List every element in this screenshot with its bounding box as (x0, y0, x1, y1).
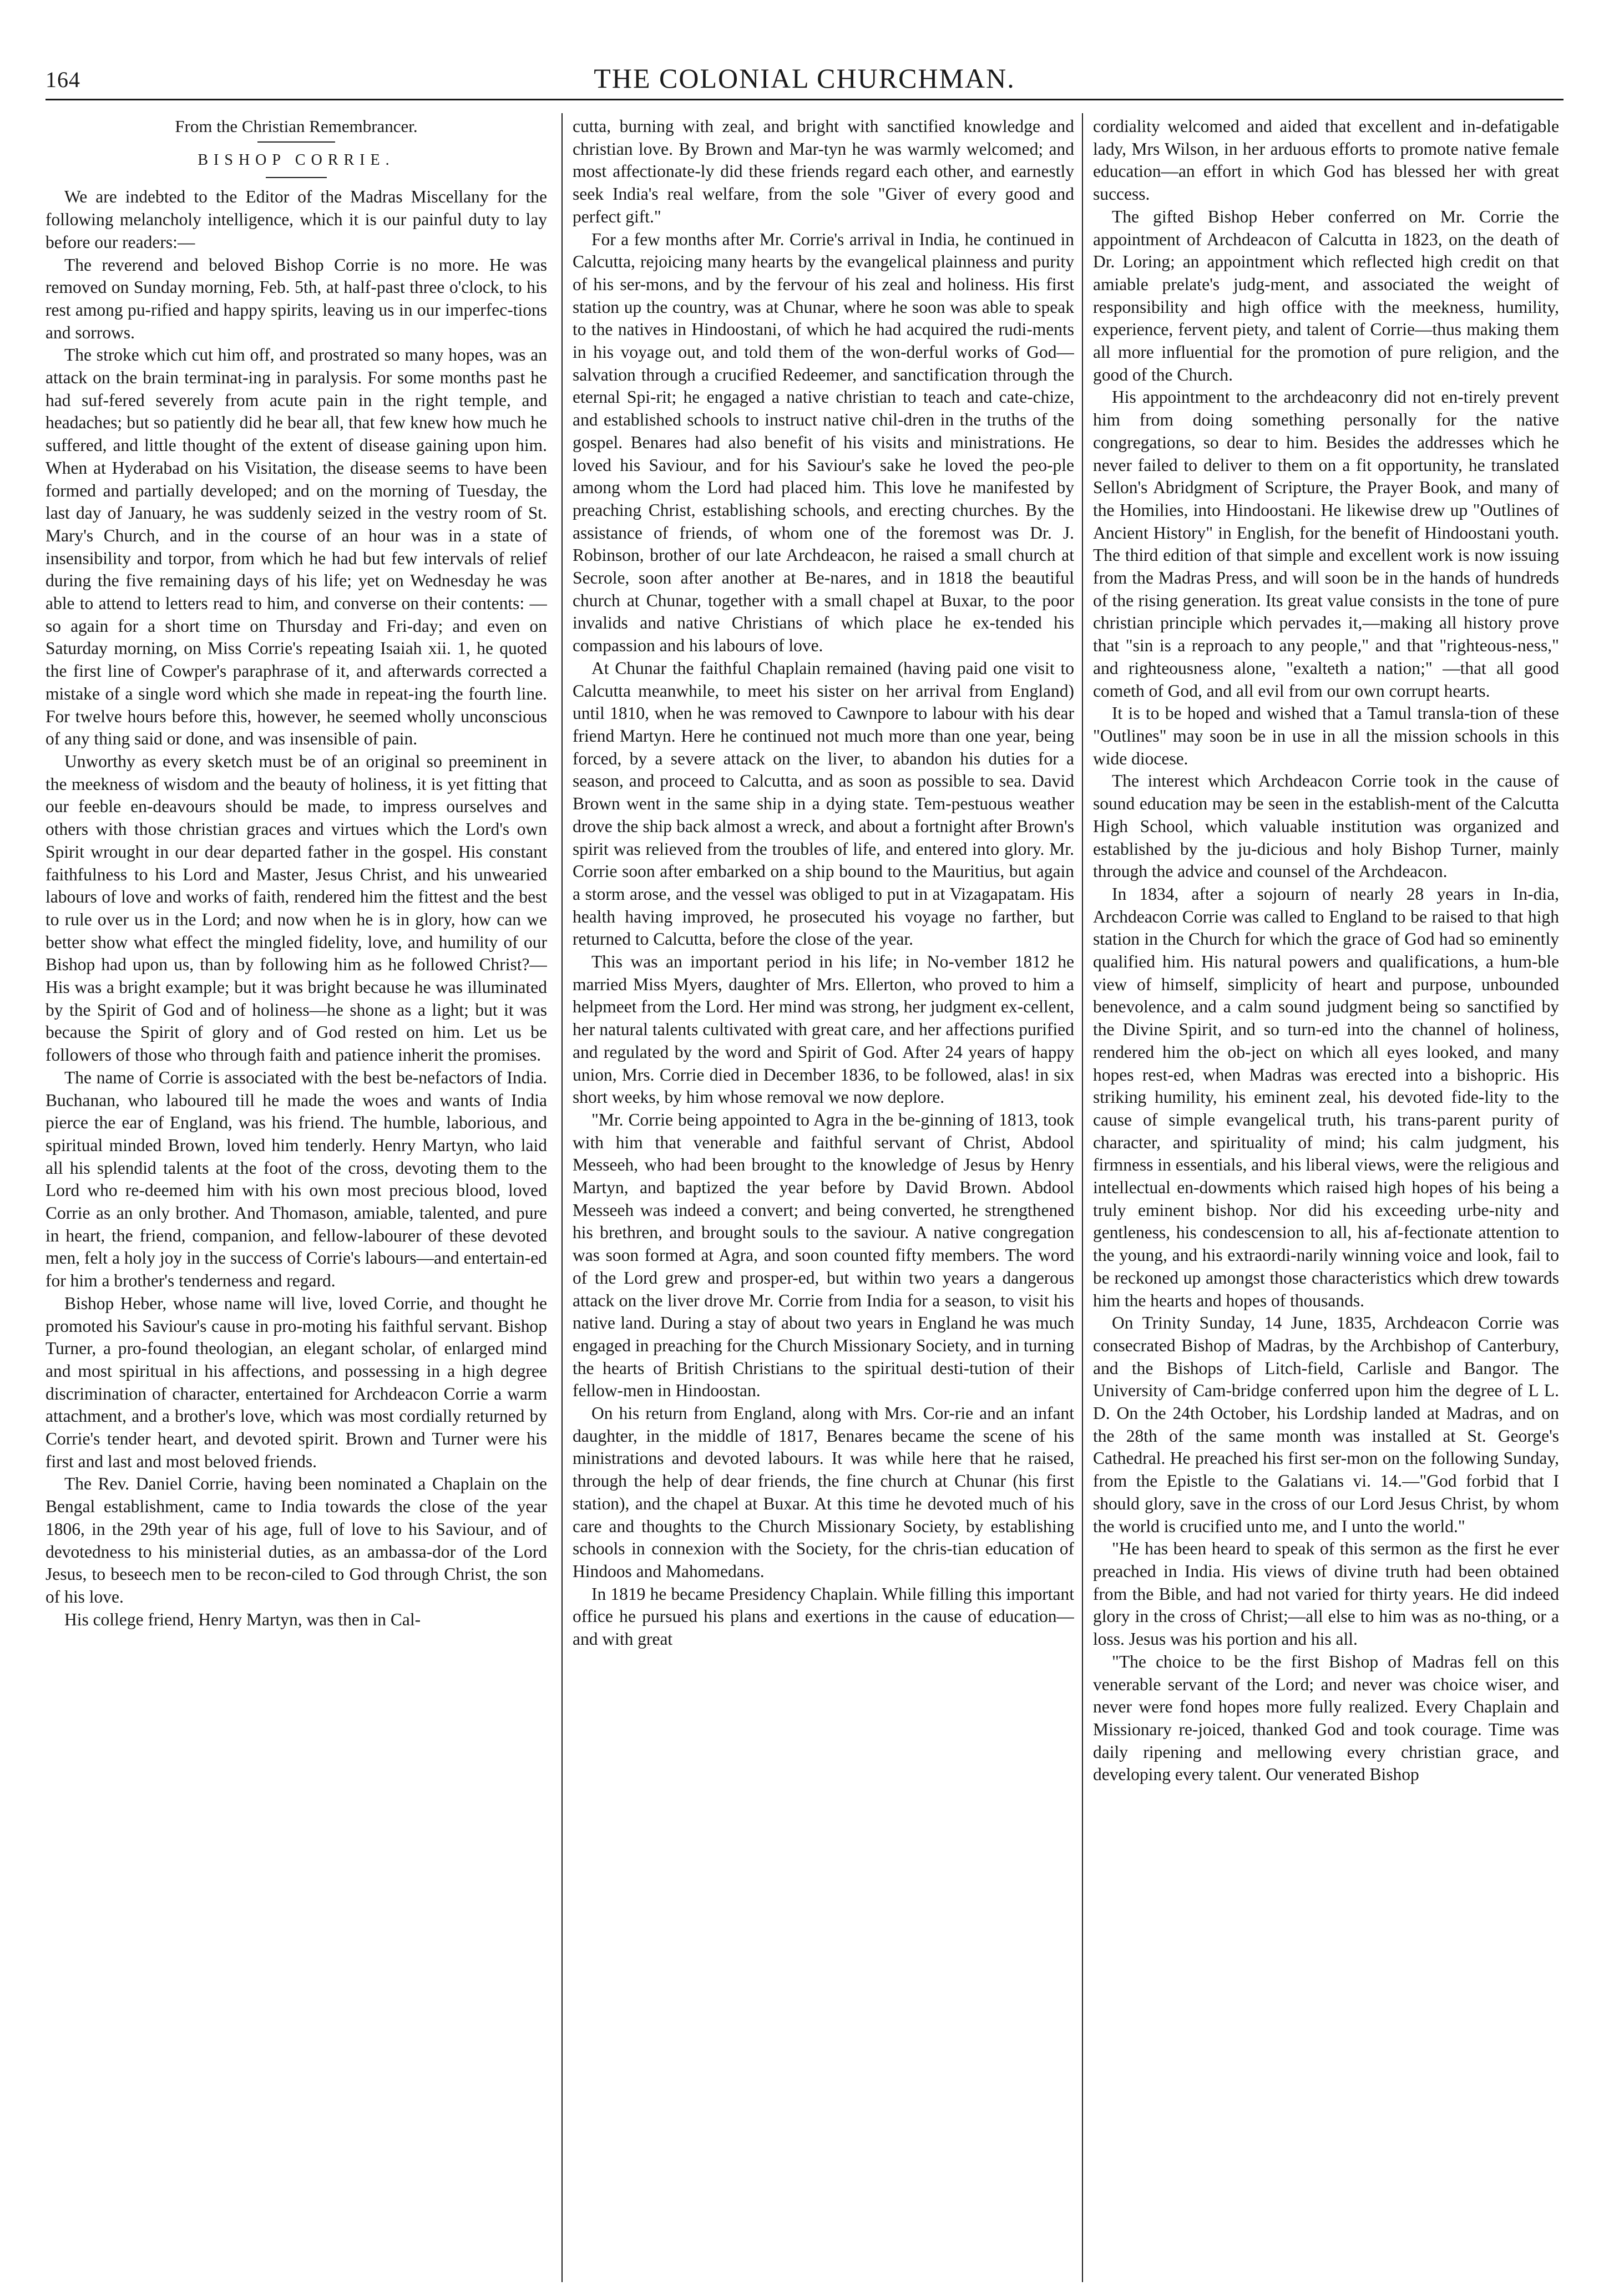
title-rule (266, 177, 327, 178)
paragraph: In 1834, after a sojourn of nearly 28 years in In-dia, Archdeacon Corrie was called to England to be raised to that high station in the Church for which the grace of God had so eminently qualified him. His natural powers and qualifications, a hum-ble view of himself, simplicity of heart and purpose, unbounded benevolence, and a calm sound judgment being so sanctified by the Divine Spirit, and so turn-ed into the channel of holiness, rendered him the ob-ject on which all eyes looked, and many hopes rest-ed, when Madras was erected into a bishopric. His striking humility, his eminent zeal, his devoted fide-lity to the cause of simple evangelical truth, his trans-parent purity of character, and spirituality of mind; his calm judgment, his firmness in essentials, and his liberal views, were the religious and intellectual en-dowments which raised high hopes of his being a truly eminent bishop. Nor did his exceeding urbe-nity and gentleness, his condescension to all, his af-fectionate attention to the young, and his extraordi-narily winning voice and look, fail to be reckoned up amongst those characteristics which drew towards him the hearts and hopes of thousands. (1093, 884, 1559, 1310)
paragraph: In 1819 he became Presidency Chaplain. While filling this important office he pursued his plans and exertions in the cause of education—and with great (573, 1584, 1074, 1649)
paragraph: "The choice to be the first Bishop of Madras fell on this venerable servant of the Lord; and never was choice wiser, and never were fond hopes more fully realized. Every Chaplain and Missionary re-joiced, thanked God and took courage. Time was daily ripening and mellowing every christian grace, and developing every talent. Our venerated Bishop (1093, 1651, 1559, 1785)
paragraph: The stroke which cut him off, and prostrated so many hopes, was an attack on the brain terminat-ing in paralysis. For some months past he had suf-fered severely from acute pain in the right temple, and headaches; but so patiently did he bear all, that few knew how much he suffered, and little thought of the extent of disease gaining upon him. When at Hyderabad on his Visitation, the disease seems to have been formed and partially developed; and on the morning of Tuesday, the last day of January, he was suddenly seized in the vestry room of St. Mary's Church, and in the course of an hour was in a state of insensibility and torpor, from which he had but few intervals of relief during the five remaining days of his life; yet on Wednesday he was able to attend to letters read to him, and converse on their contents: —so again for a short time on Thursday and Fri-day; and even on Saturday morning, on Miss Corrie's repeating Isaiah xii. 1, he quoted the first line of Cowper's paraphrase of it, and afterwards corrected a mistake of a single word which she made in repeat-ing the fourth line. For twelve hours before this, however, he seemed wholly unconscious of any thing said or done, and was insensible of pain. (45, 345, 547, 749)
header-rule (45, 99, 1564, 100)
column-3-body (1093, 115, 1559, 1786)
column-1 (45, 115, 547, 2284)
paragraph: His college friend, Henry Martyn, was then in Cal- (64, 1609, 421, 1629)
paragraph: "He has been heard to speak of this sermon as the first he ever preached in India. His views of divine truth had been obtained from the Bible, and had not varied for thirty years. He did indeed glory in the cross of Christ;—all else to him was as no-thing, or a loss. Jesus was his portion and his all. (1093, 1539, 1559, 1649)
paragraph: His appointment to the archdeaconry did not en-tirely prevent him from doing something personally for the native congregations, so dear to him. Besides the addresses which he never failed to deliver to them on a fit opportunity, he translated Sellon's Abridgment of Scripture, the Prayer Book, and many of the Homilies, into Hindoostani. He likewise drew up "Outlines of Ancient History" in English, for the benefit of Hindoostani youth. The third edition of that simple and excellent work is now issuing from the Madras Press, and will soon be in the hands of hundreds of the rising generation. Its great value consists in the tone of pure christian principle which pervades it,—making all history prove that "sin is a reproach to any people," and that "righteous-ness," and righteousness alone, "exalteth a nation;" —that all good cometh of God, and all evil from our own corrupt hearts. (1093, 387, 1559, 701)
paragraph: We are indebted to the Editor of the Madras Miscellany for the following melancholy intelligence, which it is our painful duty to lay before our readers:— (45, 187, 547, 252)
paragraph: Unworthy as every sketch must be of an original so preeminent in the meekness of wisdom and the beauty of holiness, it is yet fitting that our feeble en-deavours should be made, to impress ourselves and others with those christian graces and virtues which the Lord's own Spirit wrought in our dear departed father in the gospel. His constant faithfulness to his Lord and Master, Jesus Christ, and his unwearied labours of love and works of faith, rendered him the fittest and the best to rule over us in the Lord; and now when he is in glory, how can we better show what effect the mingled fidelity, love, and humility of our Bishop had upon us, than by following him as he followed Christ?—His was a bright example; but it was bright because he was illuminated by the Spirit of God and of holiness—he shone as a light; but it was because the Spirit of glory and of God rested on him. Let us be followers of those who through faith and patience inherit the promises. (45, 751, 547, 1065)
column-1-body (45, 186, 547, 1631)
column-divider (561, 113, 563, 2282)
column-2-body (573, 115, 1074, 1651)
paragraph: For a few months after Mr. Corrie's arrival in India, he continued in Calcutta, rejoicing many hearts by the evangelical plainness and purity of his ser-mons, and by the fervour of his zeal and holiness. His first station up the country, was at Chunar, where he soon was able to speak to the natives in Hindoostani, of which he had acquired the rudi-ments in his voyage out, and told them of the won-derful works of God—salvation through a crucified Redeemer, and sanctification through the eternal Spi-rit; he engaged a native christian to teach and cate-chize, and established schools to instruct native chil-dren in the truths of the gospel. Benares had also benefit of his visits and ministrations. He loved his Saviour, and for his Saviour's sake he loved the peo-ple among whom the Lord had placed him. This love he manifested by preaching Christ, establishing schools, and erecting churches. By the assistance of friends, of whom one of the foremost was Dr. J. Robinson, brother of our late Archdeacon, he raised a small church at Secrole, soon after another at Be-nares, and in 1818 the beautiful church at Chunar, together with a small chapel at Buxar, to the poor invalids and native Christians of which place he ex-tended his compassion and his labours of love. (573, 229, 1074, 656)
paragraph: On Trinity Sunday, 14 June, 1835, Archdeacon Corrie was consecrated Bishop of Madras, by the Archbishop of Canterbury, and the Bishops of Litch-field, Carlisle and Bangor. The University of Cam-bridge conferred upon him the degree of L L. D. On the 24th October, his Lordship landed at Madras, and on the 28th of the same month was installed at St. George's Cathedral. He preached his first ser-mon on the following Sunday, from the Epistle to the Galatians vi. 14.—"God forbid that I should glory, save in the cross of our Lord Jesus Christ, by whom the world is crucified unto me, and I unto the world." (1093, 1313, 1559, 1536)
credit-rule (257, 141, 335, 143)
paragraph: The interest which Archdeacon Corrie took in the cause of sound education may be seen in the establish-ment of the Calcutta High School, which valuable institution was organized and established by the ju-dicious and holy Bishop Turner, mainly through the advice and counsel of the Archdeacon. (1093, 771, 1559, 881)
running-head: THE COLONIAL CHURCHMAN. (594, 63, 1015, 94)
page-number: 164 (45, 67, 80, 92)
paragraph: The name of Corrie is associated with the best be-nefactors of India. Buchanan, who laboured till he made the woes and wants of India pierce the ear of England, was his friend. The humble, laborious, and spiritual minded Brown, loved him tenderly. Henry Martyn, who laid all his splendid talents at the foot of the cross, devoting them to the Lord who re-deemed him with his own most precious blood, loved Corrie as an only brother. And Thomason, amiable, talented, and pure in heart, the friend, companion, and fellow-labourer of these devoted men, felt a holy joy in the success of Corrie's labours—and entertain-ed for him a brother's tenderness and regard. (45, 1067, 547, 1291)
paragraph: Bishop Heber, whose name will live, loved Corrie, and thought he promoted his Saviour's cause in pro-moting his faithful servant. Bishop Turner, a pro-found theologian, an elegant scholar, of enlarged mind and most spiritual in his affections, and possessing in a high degree discrimination of character, entertained for Archdeacon Corrie a warm attachment, and a brother's love, which was most cordially returned by Corrie's tender heart, and devoted spirit. Brown and Turner were his first and last and most beloved friends. (45, 1293, 547, 1471)
paragraph: This was an important period in his life; in No-vember 1812 he married Miss Myers, daughter of Mrs. Ellerton, who proved to him a helpmeet from the Lord. Her mind was strong, her judgment ex-cellent, her natural talents cultivated with great care, and her affections purified and regulated by the word and Spirit of God. After 24 years of happy union, Mrs. Corrie died in December 1836, to be followed, alas! in six short weeks, by him whose removal we now deplore. (573, 952, 1074, 1107)
paragraph: The Rev. Daniel Corrie, having been nominated a Chaplain on the Bengal establishment, came to India towards the close of the year 1806, in the 29th year of his age, full of love to his Saviour, and of devotedness to his ministerial duties, as an ambassa-dor of the Lord Jesus, to beseech men to be recon-ciled to God through Christ, the son of his love. (45, 1474, 547, 1606)
column-2 (573, 115, 1074, 2284)
paragraph: The reverend and beloved Bishop Corrie is no more. He was removed on Sunday morning, Feb. 5th, at half-past three o'clock, to his rest among pu-rified and happy spirits, leaving us in our imperfec-tions and sorrows. (45, 255, 547, 342)
paragraph: "Mr. Corrie being appointed to Agra in the be-ginning of 1813, took with him that venerable and faithful servant of Christ, Abdool Messeeh, who had been brought to the knowledge of Jesus by Henry Martyn, and baptized the year before by David Brown. Abdool Messeeh was indeed a convert; and being converted, he strengthened his brethren, and brought souls to the saviour. A native congregation was soon formed at Agra, and soon counted fifty members. The word of the Lord grew and prosper-ed, but within two years a dangerous attack on the liver drove Mr. Corrie from India for a season, to visit his native land. During a stay of about two years in England he was much engaged in preaching for the Church Missionary Society, and in turning the hearts of British Christians to the spiritual desti-tution of their fellow-men in Hindoostan. (573, 1109, 1074, 1401)
source-credit: From the Christian Remembrancer. (175, 116, 418, 136)
article-title: BISHOP CORRIE. (198, 151, 395, 169)
paragraph: At Chunar the faithful Chaplain remained (having paid one visit to Calcutta meanwhile, to meet his sister on her arrival from England) until 1810, when he was removed to Cawnpore to labour with his dear friend Martyn. Here he continued not much more than one year, being forced, by a severe attack on the liver, to abandon his duties for a season, and proceed to Calcutta, and as soon as possible to sea. David Brown went in the same ship in a dying state. Tem-pestuous weather drove the ship back almost a wreck, and about a fortnight after Brown's spirit was relieved from the troubles of life, and entered into glory. Mr. Corrie soon after embarked on a ship bound to the Mauritius, but again a storm arose, and the vessel was obliged to put in at Vizagapatam. His health having improved, he prosecuted his voyage no farther, but returned to Calcutta, before the close of the year. (573, 658, 1074, 949)
column-divider (1082, 113, 1083, 2282)
paragraph: cutta, burning with zeal, and bright with sanctified knowledge and christian love. By Brown and Mar-tyn he was warmly welcomed; and most affectionate-ly did these friends regard each other, and earnestly seek India's real welfare, from the sole "Giver of every good and perfect gift." (573, 116, 1074, 226)
paragraph: On his return from England, along with Mrs. Cor-rie and an infant daughter, in the middle of 1817, Benares became the scene of his ministrations and devoted labours. It was while here that he raised, through the help of dear friends, the fine church at Chunar (his first station), and the chapel at Buxar. At this time he devoted much of his care and thoughts to the Church Missionary Society, by establishing schools in connexion with the Society, for the chris-tian education of Hindoos and Mahomedans. (573, 1403, 1074, 1581)
paragraph: The gifted Bishop Heber conferred on Mr. Corrie the appointment of Archdeacon of Calcutta in 1823, on the death of Dr. Loring; an appointment which reflected high credit on that amiable prelate's judg-ment, and associated the weight of responsibility and high office with the meekness, humility, experience, fervent piety, and talent of Corrie—thus making them all more influential for the promotion of pure religion, and the good of the Church. (1093, 206, 1559, 384)
paragraph: It is to be hoped and wished that a Tamul transla-tion of these "Outlines" may soon be in use in all the mission schools in this wide diocese. (1093, 703, 1559, 768)
paragraph: cordiality welcomed and aided that excellent and in-defatigable lady, Mrs Wilson, in her arduous efforts to promote native female education—an effort in which God has blessed her with great success. (1093, 116, 1559, 204)
column-3 (1093, 115, 1559, 2284)
